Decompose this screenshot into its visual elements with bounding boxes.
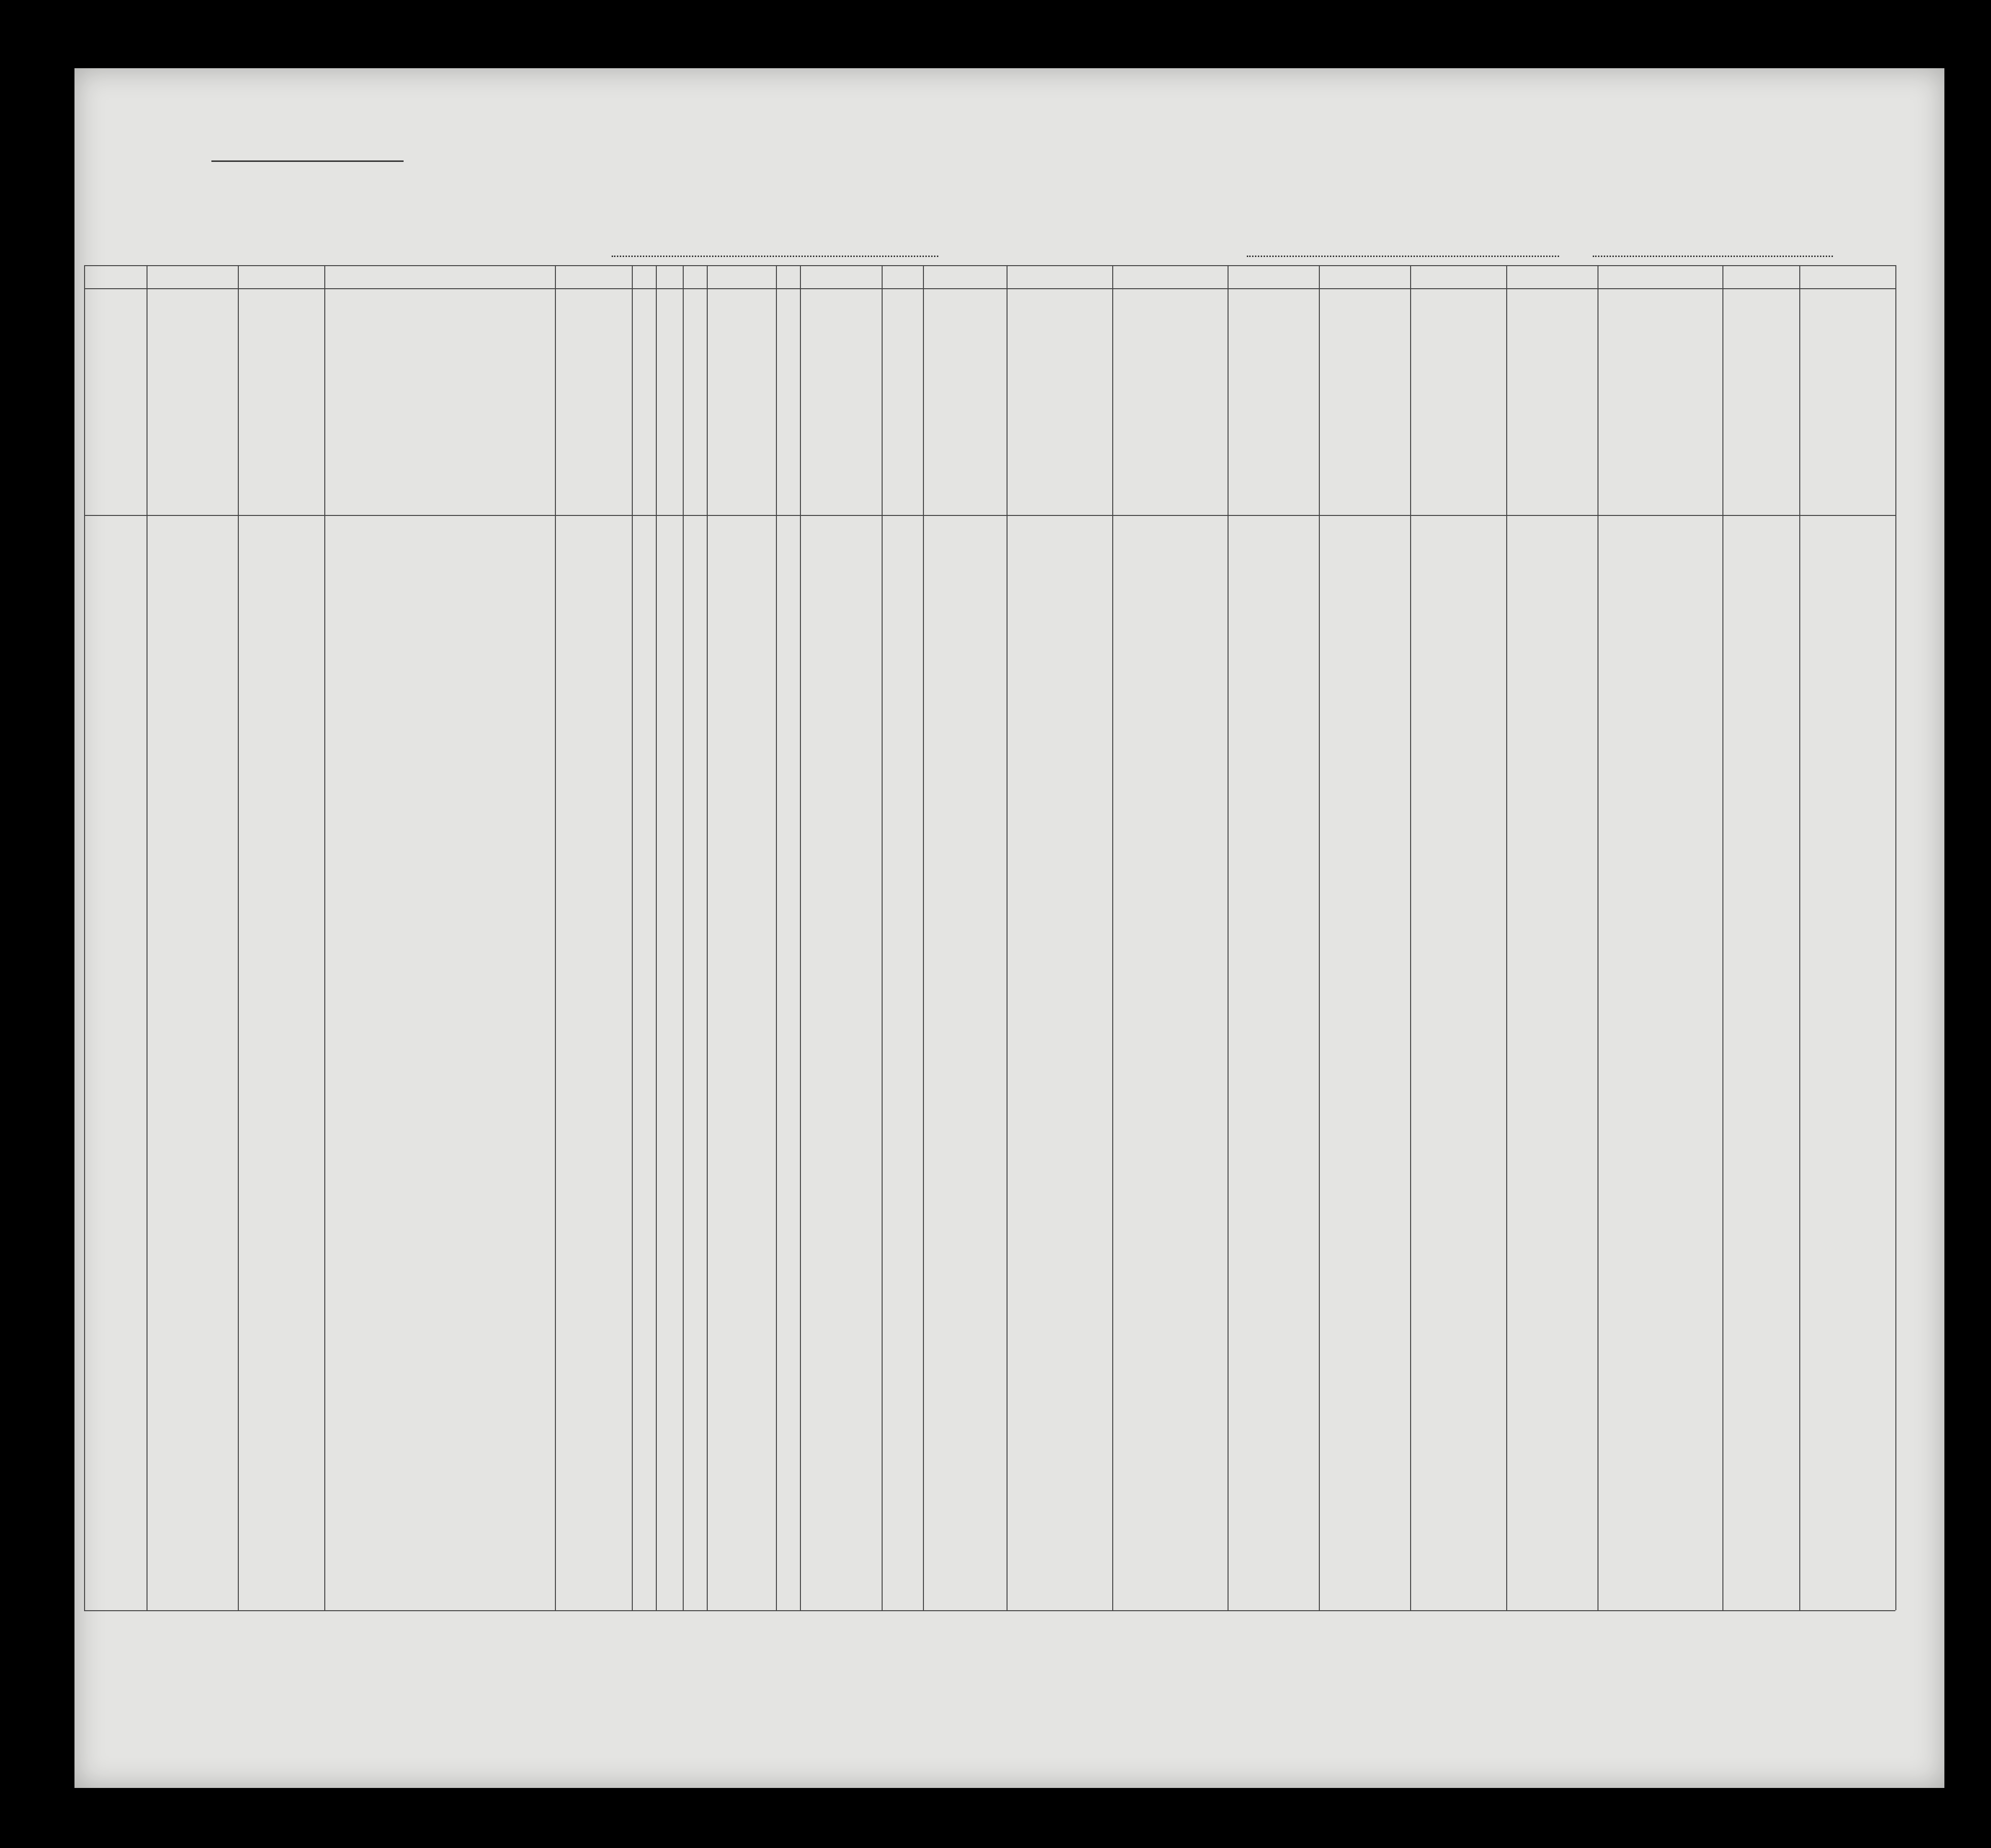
ship-name-line — [612, 256, 938, 257]
column-rule — [555, 265, 556, 1610]
column-rule — [1228, 265, 1229, 1610]
column-rule — [632, 265, 633, 1610]
column-rule — [923, 265, 924, 1610]
column-rule — [707, 265, 708, 1610]
passenger-table — [84, 265, 1895, 1610]
column-rule — [1112, 265, 1113, 1610]
row-rule — [84, 1610, 1895, 1611]
row-rule — [84, 515, 1895, 516]
column-rule — [238, 265, 239, 1610]
column-rule — [882, 265, 883, 1610]
row-rule — [84, 288, 1895, 289]
column-rule — [1319, 265, 1320, 1610]
manifest-sheet — [74, 68, 1944, 1788]
column-rule — [1799, 265, 1800, 1610]
column-rule — [324, 265, 325, 1610]
column-rule — [84, 265, 85, 1610]
column-rule — [1722, 265, 1723, 1610]
column-rule — [656, 265, 657, 1610]
column-rule — [1007, 265, 1008, 1610]
column-rule — [1895, 265, 1896, 1610]
date-line — [1593, 256, 1833, 257]
column-rule — [776, 265, 777, 1610]
column-rule — [800, 265, 801, 1610]
row-rule — [84, 265, 1895, 266]
column-rule — [683, 265, 684, 1610]
list-underline — [211, 160, 404, 162]
port-line — [1247, 256, 1559, 257]
column-rule — [1506, 265, 1507, 1610]
column-rule — [1410, 265, 1411, 1610]
